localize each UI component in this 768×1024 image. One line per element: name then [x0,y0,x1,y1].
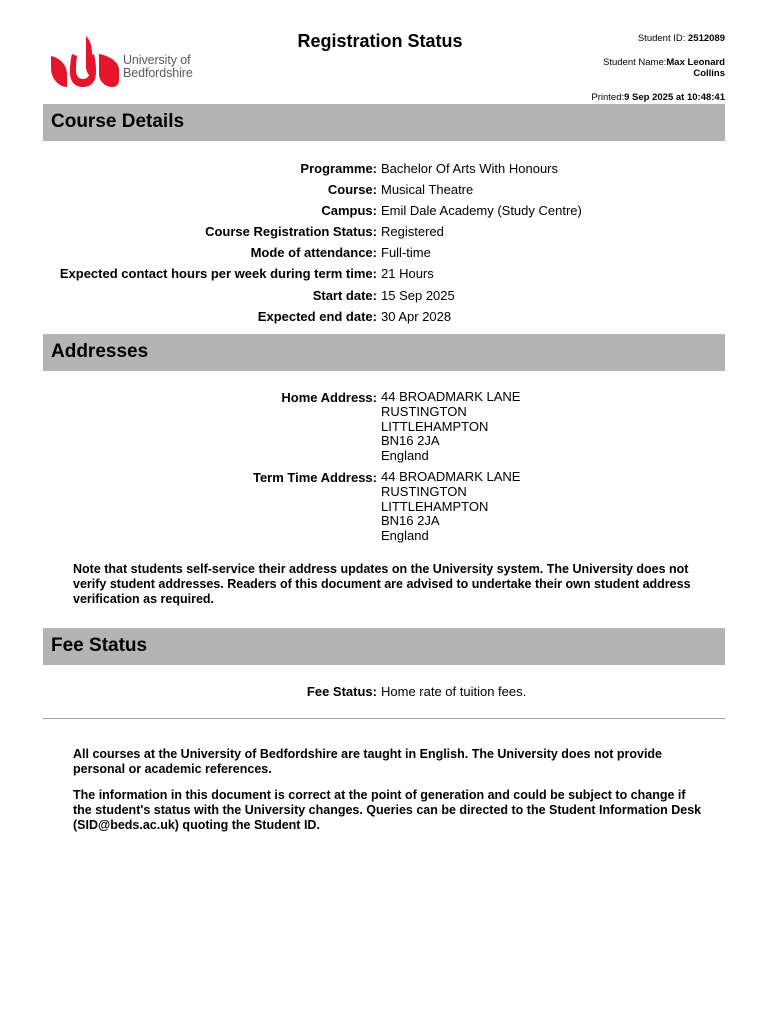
term-address-line: LITTLEHAMPTON [381,498,489,514]
start-date-value: 15 Sep 2025 [381,288,455,303]
printed-value: 9 Sep 2025 at 10:48:41 [624,92,725,103]
term-address-line: RUSTINGTON [381,483,467,499]
campus-value: Emil Dale Academy (Study Centre) [381,203,582,218]
programme-label: Programme: [300,161,377,176]
student-id-label: Student ID: [637,33,689,44]
information-accuracy-note: The information in this document is correct at the point of generation and could be subject to change if the student's status with the University changes. Queries can be directed to the Student Information Desk (SID@beds.ac.uk) quoting the Student ID. [73,788,702,832]
mode-value: Full-time [381,245,431,260]
student-id-line [638,33,725,44]
fee-status-label: Fee Status: [306,684,377,699]
mode-label: Mode of attendance: [250,245,377,260]
end-date-value: 30 Apr 2028 [381,309,452,324]
student-name-line2: Collins [693,68,725,79]
divider [43,718,725,719]
contact-hours-label: Expected contact hours per week during term time: [59,266,377,281]
course-details-heading: Course Details [51,111,185,132]
printed-line [591,92,725,103]
printed-label: Printed: [591,92,625,103]
contact-hours-value: 21 Hours [381,266,434,281]
student-name-label: Student Name: [603,57,667,68]
logo-text-line1: University of [123,53,191,67]
document-title: Registration Status [297,31,463,51]
addresses-heading: Addresses [51,341,149,362]
term-address-line: BN16 2JA [381,513,440,529]
home-address-line: 44 BROADMARK LANE [381,389,521,404]
course-label: Course: [327,182,377,197]
home-address-line: England [381,448,429,464]
student-id-value: 2512089 [688,33,725,44]
student-name-block [603,57,725,79]
term-address-label: Term Time Address: [252,470,377,485]
home-address-value [381,390,520,464]
programme-value: Bachelor Of Arts With Honours [381,161,559,176]
term-address-value [381,470,520,544]
fee-status-header [43,628,725,665]
fee-status-value: Home rate of tuition fees. [381,684,527,699]
registration-status-label: Course Registration Status: [205,224,377,239]
end-date-label: Expected end date: [257,309,377,324]
home-address-line: LITTLEHAMPTON [381,418,489,434]
home-address-label: Home Address: [281,390,377,405]
home-address-line: BN16 2JA [381,433,440,449]
start-date-label: Start date: [312,288,377,303]
campus-label: Campus: [321,203,377,218]
fee-status-heading: Fee Status [51,635,148,656]
term-address-line: England [381,528,429,544]
addresses-header [43,334,725,371]
registration-status-value: Registered [381,224,444,239]
logo-text [123,54,193,80]
logo-text-line2: Bedfordshire [123,66,193,80]
home-address-line: RUSTINGTON [381,403,467,419]
course-value: Musical Theatre [381,182,474,197]
address-verification-note: Note that students self-service their address updates on the University system. The University does not verify student addresses. Readers of this document are advised to undertake their own student address verification as required. [73,562,691,606]
language-references-note: All courses at the University of Bedfordshire are taught in English. The University does not provide personal or academic references. [73,747,663,776]
course-details-header [43,104,725,141]
term-address-line: 44 BROADMARK LANE [381,469,521,484]
student-name-line1: Max Leonard [666,57,725,68]
